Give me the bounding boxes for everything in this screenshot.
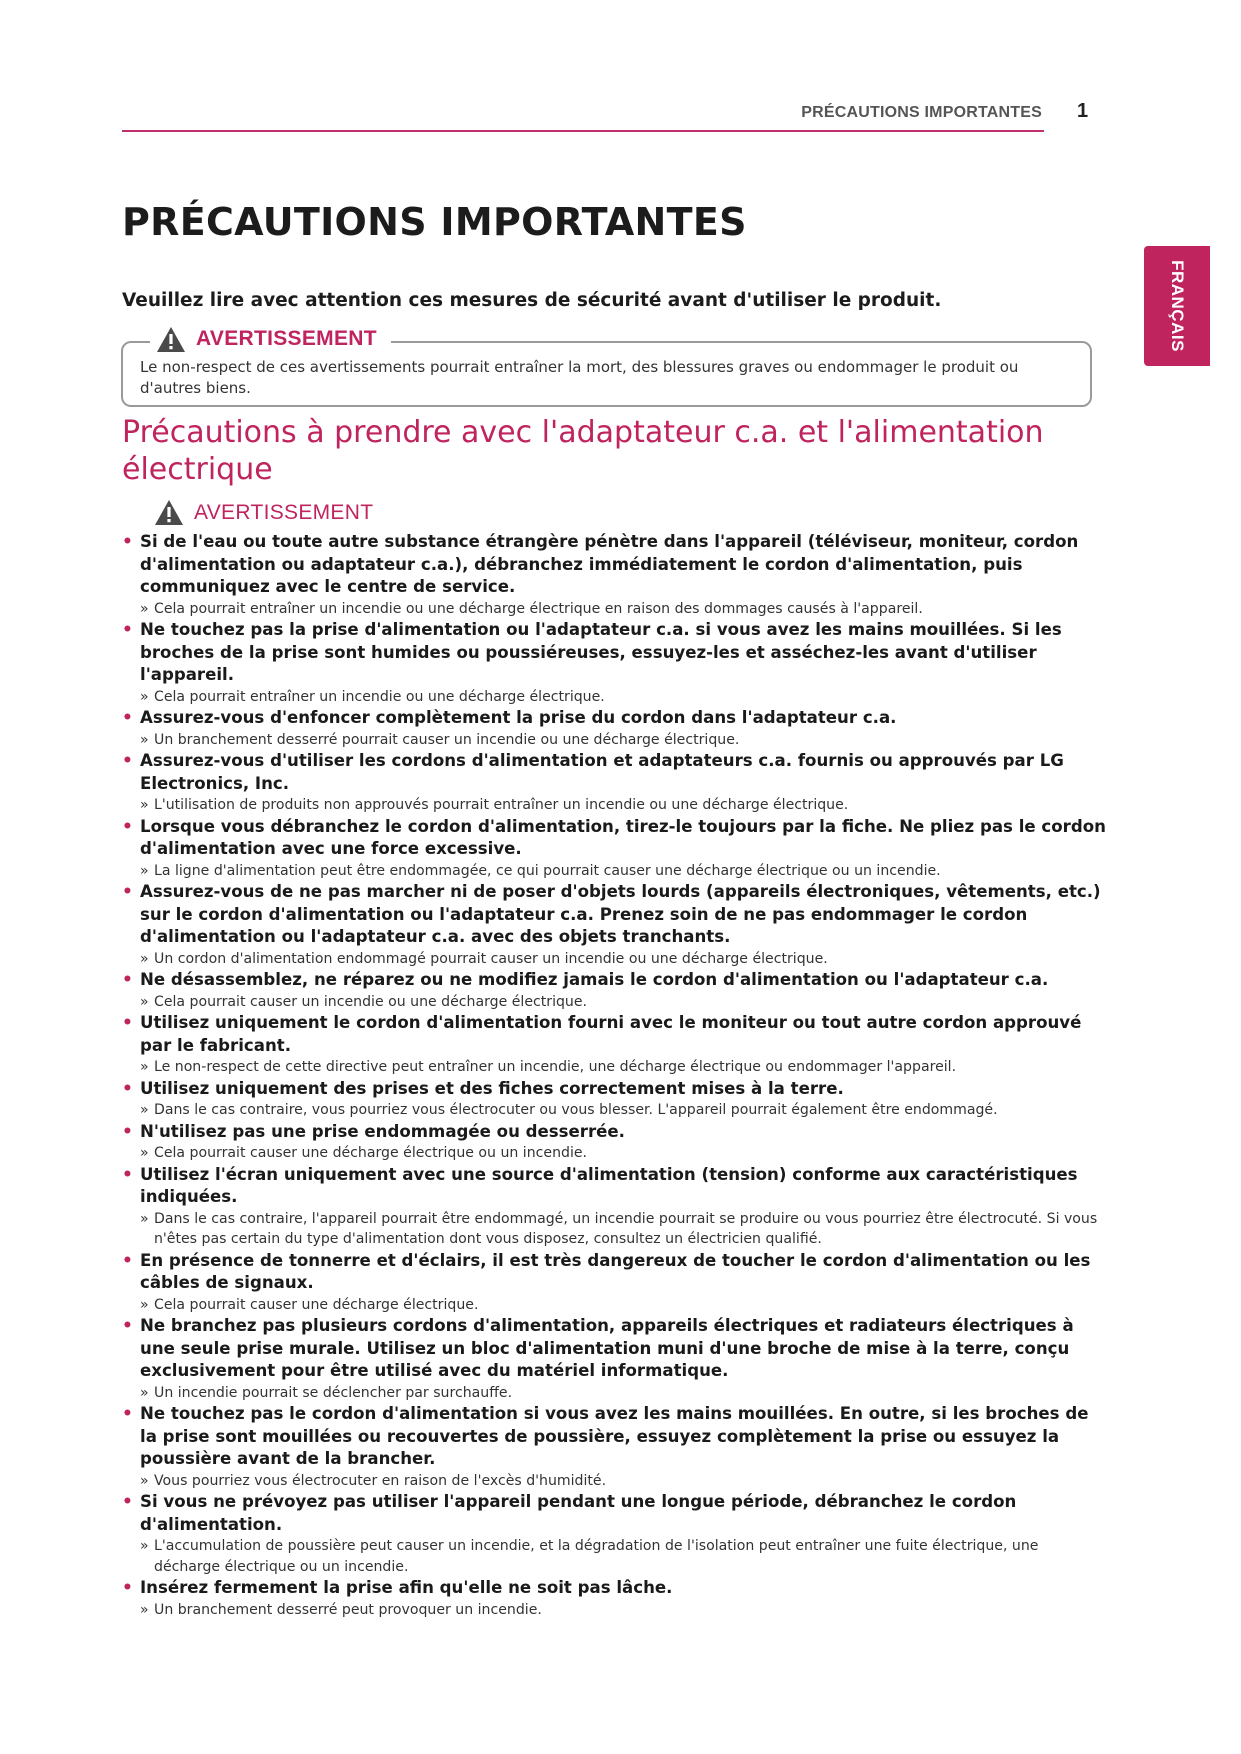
precaution-note: » Vous pourriez vous électrocuter en raison de l'excès d'humidité. xyxy=(140,1472,607,1489)
list-item: • Utilisez uniquement le cordon d'alimentation fourni avec le moniteur ou tout autre cordon approuvé par le fabricant. » Le non-respect de cette directive peut entraîner un incendie, une décharge électrique ou endommager l'appareil. xyxy=(122,1012,1107,1078)
running-header-title: PRÉCAUTIONS IMPORTANTES xyxy=(801,104,1042,121)
precaution-text: Utilisez uniquement le cordon d'alimentation fourni avec le moniteur ou tout autre cordon approuvé par le fabricant. xyxy=(140,1013,1082,1055)
section-warning-text: AVERTISSEMENT xyxy=(194,500,374,524)
list-item: • Ne touchez pas la prise d'alimentation ou l'adaptateur c.a. si vous avez les mains mouillées. Si les broches de la prise sont humides ou poussiéreuses, essuyez-les et asséchez-les avant d'utiliser l'appareil. » Cela pourrait entraîner un incendie ou une décharge électrique. xyxy=(122,619,1107,707)
precaution-text: Utilisez l'écran uniquement avec une source d'alimentation (tension) conforme aux caractéristiques indiquées. xyxy=(140,1164,1078,1206)
section-title: Précautions à prendre avec l'adaptateur c.a. et l'alimentation électrique xyxy=(122,415,1044,487)
list-item: • Utilisez l'écran uniquement avec une source d'alimentation (tension) conforme aux caractéristiques indiquées. » Dans le cas contraire, l'appareil pourrait être endommagé, un incendie pourrait se produire ou vous pourriez être électrocuté. Si vous n'êtes pas certain du type d'alimentation dont vous disposez, consultez un électricien qualifié. xyxy=(122,1164,1107,1250)
precaution-note: » Dans le cas contraire, vous pourriez vous électrocuter ou vous blesser. L'appareil pourrait également être endommagé. xyxy=(140,1102,998,1118)
list-item: • Utilisez uniquement des prises et des fiches correctement mises à la terre. » Dans le cas contraire, vous pourriez vous électrocuter ou vous blesser. L'appareil pourrait également être endommagé. xyxy=(122,1078,1107,1121)
warning-label: AVERTISSEMENT xyxy=(196,327,377,350)
precaution-note: » Dans le cas contraire, l'appareil pourrait être endommagé, un incendie pourrait se produire ou vous pourriez être électrocuté. Si vous n'êtes pas certain du type d'alimentation dont vous disposez, consultez un électricien qualifié. xyxy=(140,1210,1098,1247)
list-item: • Assurez-vous d'utiliser les cordons d'alimentation et adaptateurs c.a. fournis ou approuvés par LG Electronics, Inc. » L'utilisation de produits non approuvés pourrait entraîner un incendie ou une décharge électrique. xyxy=(122,750,1107,816)
precaution-note: » Cela pourrait entraîner un incendie ou une décharge électrique en raison des dommages causés à l'appareil. xyxy=(140,600,923,617)
precaution-text: Assurez-vous d'utiliser les cordons d'alimentation et adaptateurs c.a. fournis ou approuvés par LG Electronics, Inc. xyxy=(140,751,1064,793)
precaution-text: Ne désassemblez, ne réparez ou ne modifiez jamais le cordon d'alimentation ou l'adaptateur c.a. xyxy=(140,970,1049,989)
header-divider xyxy=(122,130,1044,132)
list-item: • N'utilisez pas une prise endommagée ou desserrée. » Cela pourrait causer une décharge électrique ou un incendie. xyxy=(122,1121,1107,1164)
list-item: • Si de l'eau ou toute autre substance étrangère pénètre dans l'appareil (téléviseur, moniteur, cordon d'alimentation ou adaptateur c.a.), débranchez immédiatement le cordon d'alimentation, puis communiquez avec le centre de service. » Cela pourrait entraîner un incendie ou une décharge électrique en raison des dommages causés à l'appareil. xyxy=(122,531,1107,619)
warning-triangle-icon xyxy=(156,326,186,353)
precaution-note: » L'accumulation de poussière peut causer un incendie, et la dégradation de l'isolation peut entraîner une fuite électrique, une décharge électrique ou un incendie. xyxy=(140,1538,1039,1575)
precaution-note: » Cela pourrait causer une décharge électrique. xyxy=(140,1296,479,1313)
page-number: 1 xyxy=(1077,100,1089,122)
warning-triangle-icon xyxy=(154,499,184,526)
list-item: • Ne branchez pas plusieurs cordons d'alimentation, appareils électriques et radiateurs électriques à une seule prise murale. Utilisez un bloc d'alimentation muni d'une broche de mise à la terre, conçu exclusivement pour être utilisé avec du matériel informatique. » Un incendie pourrait se déclencher par surchauffe. xyxy=(122,1315,1107,1403)
precaution-note: » L'utilisation de produits non approuvés pourrait entraîner un incendie ou une décharge électrique. xyxy=(140,797,849,813)
precaution-text: Assurez-vous d'enfoncer complètement la prise du cordon dans l'adaptateur c.a. xyxy=(140,708,897,727)
list-item: • Si vous ne prévoyez pas utiliser l'appareil pendant une longue période, débranchez le cordon d'alimentation. » L'accumulation de poussière peut causer un incendie, et la dégradation de l'isolation peut entraîner une fuite électrique, une décharge électrique ou un incendie. xyxy=(122,1491,1107,1577)
precaution-text: Ne branchez pas plusieurs cordons d'alimentation, appareils électriques et radiateurs électriques à une seule prise murale. Utilisez un bloc d'alimentation muni d'une broche de mise à la terre, conçu exclusivement pour être utilisé avec du matériel informatique. xyxy=(140,1316,1074,1380)
precaution-note: » Cela pourrait causer un incendie ou une décharge électrique. xyxy=(140,993,588,1010)
precaution-note: » Un cordon d'alimentation endommagé pourrait causer un incendie ou une décharge électrique. xyxy=(140,950,828,967)
list-item: • Assurez-vous d'enfoncer complètement la prise du cordon dans l'adaptateur c.a. » Un branchement desserré pourrait causer un incendie ou une décharge électrique. xyxy=(122,707,1107,750)
section-warning-label xyxy=(154,499,373,526)
language-tab xyxy=(1144,246,1210,366)
precaution-text: Utilisez uniquement des prises et des fiches correctement mises à la terre. xyxy=(140,1078,844,1098)
intro-text: Veuillez lire avec attention ces mesures de sécurité avant d'utiliser le produit. xyxy=(122,290,942,311)
precaution-text: Assurez-vous de ne pas marcher ni de poser d'objets lourds (appareils électroniques, vêtements, etc.) sur le cordon d'alimentation ou l'adaptateur c.a. Prenez soin de ne pas endommager le cordon d'alimentation ou l'adaptateur c.a. avec des objets tranchants. xyxy=(140,882,1101,946)
warning-text: Le non-respect de ces avertissements pourrait entraîner la mort, des blessures graves ou endommager le produit ou d'autres biens. xyxy=(140,358,1019,397)
precaution-text: Si de l'eau ou toute autre substance étrangère pénètre dans l'appareil (téléviseur, moniteur, cordon d'alimentation ou adaptateur c.a.), débranchez immédiatement le cordon d'alimentation, puis communiquez avec le centre de service. xyxy=(140,532,1079,596)
page-title: PRÉCAUTIONS IMPORTANTES xyxy=(122,200,747,244)
list-item: • Assurez-vous de ne pas marcher ni de poser d'objets lourds (appareils électroniques, vêtements, etc.) sur le cordon d'alimentation ou l'adaptateur c.a. Prenez soin de ne pas endommager le cordon d'alimentation ou l'adaptateur c.a. avec des objets tranchants. » Un cordon d'alimentation endommagé pourrait causer un incendie ou une décharge électrique. xyxy=(122,881,1107,969)
language-tab-label: FRANÇAIS xyxy=(1168,260,1187,352)
precaution-text: Ne touchez pas le cordon d'alimentation si vous avez les mains mouillées. En outre, si les broches de la prise sont mouillées ou recouvertes de poussière, essuyez complètement la prise ou essuyez la poussière avant de la brancher. xyxy=(140,1404,1089,1468)
precaution-note: » Un incendie pourrait se déclencher par surchauffe. xyxy=(140,1384,513,1401)
list-item: • En présence de tonnerre et d'éclairs, il est très dangereux de toucher le cordon d'alimentation ou les câbles de signaux. » Cela pourrait causer une décharge électrique. xyxy=(122,1250,1107,1316)
list-item: • Lorsque vous débranchez le cordon d'alimentation, tirez-le toujours par la fiche. Ne pliez pas le cordon d'alimentation avec une force excessive. » La ligne d'alimentation peut être endommagée, ce qui pourrait causer une décharge électrique ou un incendie. xyxy=(122,816,1107,882)
precaution-note: » Cela pourrait entraîner un incendie ou une décharge électrique. xyxy=(140,688,605,705)
precaution-text: Si vous ne prévoyez pas utiliser l'appareil pendant une longue période, débranchez le cordon d'alimentation. xyxy=(140,1492,1017,1534)
precaution-text: N'utilisez pas une prise endommagée ou desserrée. xyxy=(140,1121,625,1141)
precaution-list xyxy=(122,531,1107,1620)
list-item: • Ne touchez pas le cordon d'alimentation si vous avez les mains mouillées. En outre, si les broches de la prise sont mouillées ou recouvertes de poussière, essuyez complètement la prise ou essuyez la poussière avant de la brancher. » Vous pourriez vous électrocuter en raison de l'excès d'humidité. xyxy=(122,1403,1107,1491)
precaution-text: Ne touchez pas la prise d'alimentation ou l'adaptateur c.a. si vous avez les mains mouillées. Si les broches de la prise sont humides ou poussiéreuses, essuyez-les et asséchez-les avant d'utiliser l'appareil. xyxy=(140,620,1062,684)
list-item: • Ne désassemblez, ne réparez ou ne modifiez jamais le cordon d'alimentation ou l'adaptateur c.a. » Cela pourrait causer un incendie ou une décharge électrique. xyxy=(122,969,1107,1012)
warning-box-label xyxy=(150,325,391,353)
precaution-note: » Le non-respect de cette directive peut entraîner un incendie, une décharge électrique ou endommager l'appareil. xyxy=(140,1059,957,1075)
precaution-text: Insérez fermement la prise afin qu'elle ne soit pas lâche. xyxy=(140,1578,673,1597)
list-item: • Insérez fermement la prise afin qu'elle ne soit pas lâche. » Un branchement desserré peut provoquer un incendie. xyxy=(122,1577,1107,1620)
precaution-text: Lorsque vous débranchez le cordon d'alimentation, tirez-le toujours par la fiche. Ne pliez pas le cordon d'alimentation avec une force excessive. xyxy=(140,816,1106,858)
precaution-text: En présence de tonnerre et d'éclairs, il est très dangereux de toucher le cordon d'alimentation ou les câbles de signaux. xyxy=(140,1250,1091,1292)
precaution-note: » Un branchement desserré peut provoquer un incendie. xyxy=(140,1601,542,1618)
precaution-note: » La ligne d'alimentation peut être endommagée, ce qui pourrait causer une décharge électrique ou un incendie. xyxy=(140,862,941,879)
precaution-note: » Cela pourrait causer une décharge électrique ou un incendie. xyxy=(140,1145,588,1161)
precaution-note: » Un branchement desserré pourrait causer un incendie ou une décharge électrique. xyxy=(140,731,740,748)
